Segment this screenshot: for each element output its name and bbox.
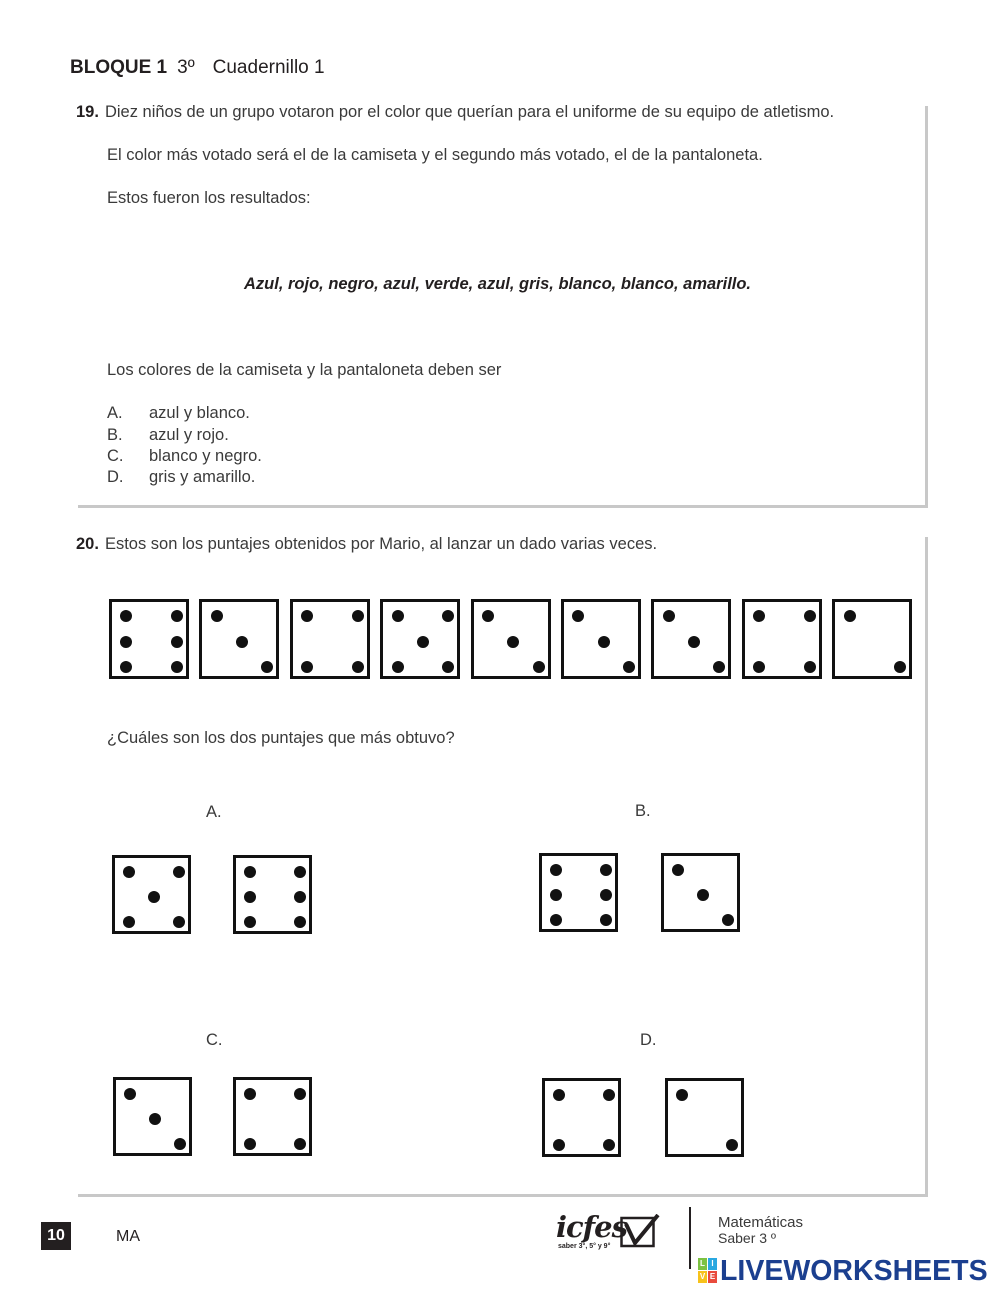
live-badge-block: E: [709, 1272, 716, 1281]
die-pip: [211, 610, 223, 622]
q20-option-b-label[interactable]: B.: [635, 802, 651, 820]
die-pip: [123, 916, 135, 928]
die-pip: [244, 866, 256, 878]
die-pip: [713, 661, 725, 673]
q19-right-border: [925, 106, 928, 508]
die-pip: [550, 914, 562, 926]
subject-level: Saber 3 º: [718, 1230, 777, 1246]
q20-option-c-label[interactable]: C.: [206, 1031, 223, 1049]
icfes-wordmark: icfes: [556, 1210, 627, 1244]
die-pip: [600, 914, 612, 926]
die-pip: [352, 661, 364, 673]
option-d-die-2: [665, 1078, 744, 1157]
q19-option-a[interactable]: A. azul y blanco.: [107, 404, 250, 422]
die-pip: [294, 1088, 306, 1100]
roll-die-2: [199, 599, 279, 679]
die-pip: [123, 866, 135, 878]
die-pip: [894, 661, 906, 673]
q20-bottom-border: [78, 1194, 928, 1197]
die-pip: [553, 1089, 565, 1101]
grade-label: 3º: [177, 57, 195, 78]
die-pip: [603, 1089, 615, 1101]
live-badge-block: I: [708, 1258, 717, 1270]
q20-option-d-label[interactable]: D.: [640, 1031, 657, 1049]
icfes-logo: [556, 1210, 666, 1258]
option-b-die-1: [539, 853, 618, 932]
die-pip: [507, 636, 519, 648]
roll-die-8: [742, 599, 822, 679]
die-pip: [623, 661, 635, 673]
die-pip: [244, 1138, 256, 1150]
q20-right-border: [925, 537, 928, 1197]
q20-option-a-label[interactable]: A.: [206, 803, 222, 821]
die-pip: [301, 610, 313, 622]
q19-option-b[interactable]: B. azul y rojo.: [107, 426, 229, 444]
die-pip: [697, 889, 709, 901]
die-pip: [294, 866, 306, 878]
die-pip: [676, 1089, 688, 1101]
option-a-die-1: [112, 855, 191, 934]
subject-name: Matemáticas: [718, 1214, 804, 1231]
live-badge-block: L: [698, 1258, 707, 1270]
die-pip: [149, 1113, 161, 1125]
die-pip: [120, 610, 132, 622]
q19-bottom-border: [78, 505, 928, 508]
subject-code: MA: [116, 1228, 140, 1245]
q19-text2: El color más votado será el de la camiseta y el segundo más votado, el de la pantaloneta.: [107, 146, 763, 164]
die-pip: [171, 610, 183, 622]
die-pip: [148, 891, 160, 903]
die-pip: [533, 661, 545, 673]
roll-die-9: [832, 599, 912, 679]
die-pip: [294, 916, 306, 928]
die-pip: [550, 864, 562, 876]
page-header: [70, 57, 325, 79]
q19-number: 19.: [76, 103, 99, 121]
q19-statement: [76, 103, 834, 122]
option-b-die-2: [661, 853, 740, 932]
q19-vote-data: Azul, rojo, negro, azul, verde, azul, gris, blanco, blanco, amarillo.: [244, 275, 752, 293]
die-pip: [392, 610, 404, 622]
roll-die-1: [109, 599, 189, 679]
live-badge-icon: [698, 1258, 718, 1284]
die-pip: [244, 916, 256, 928]
die-pip: [600, 889, 612, 901]
roll-die-7: [651, 599, 731, 679]
die-pip: [294, 891, 306, 903]
die-pip: [753, 661, 765, 673]
die-pip: [301, 661, 313, 673]
die-pip: [244, 1088, 256, 1100]
die-pip: [236, 636, 248, 648]
die-pip: [482, 610, 494, 622]
q19-option-c[interactable]: C. blanco y negro.: [107, 447, 262, 465]
option-c-die-1: [113, 1077, 192, 1156]
q19-text3: Estos fueron los resultados:: [107, 189, 311, 207]
die-pip: [603, 1139, 615, 1151]
option-c-die-2: [233, 1077, 312, 1156]
die-pip: [722, 914, 734, 926]
q19-prompt: Los colores de la camiseta y la pantaloneta deben ser: [107, 361, 502, 379]
die-pip: [753, 610, 765, 622]
watermark-text: LIVEWORKSHEETS: [720, 1255, 988, 1287]
die-pip: [804, 661, 816, 673]
die-pip: [174, 1138, 186, 1150]
q20-prompt: ¿Cuáles son los dos puntajes que más obtuvo?: [107, 729, 455, 747]
die-pip: [173, 916, 185, 928]
roll-die-4: [380, 599, 460, 679]
die-pip: [442, 661, 454, 673]
bloque-label: BLOQUE 1: [70, 57, 168, 78]
checkmark-icon: [620, 1214, 660, 1248]
cuadernillo-label: Cuadernillo 1: [212, 57, 325, 78]
live-badge-block: V: [699, 1272, 706, 1281]
die-pip: [844, 610, 856, 622]
die-pip: [261, 661, 273, 673]
q20-statement: [76, 535, 657, 554]
page-number: 10: [41, 1222, 71, 1250]
q19-text1: Diez niños de un grupo votaron por el color que querían para el uniforme de su equipo de atletismo.: [104, 103, 835, 121]
die-pip: [173, 866, 185, 878]
option-d-die-1: [542, 1078, 621, 1157]
roll-die-5: [471, 599, 551, 679]
die-pip: [550, 889, 562, 901]
die-pip: [294, 1138, 306, 1150]
die-pip: [663, 610, 675, 622]
die-pip: [352, 610, 364, 622]
die-pip: [171, 636, 183, 648]
die-pip: [672, 864, 684, 876]
die-pip: [726, 1139, 738, 1151]
die-pip: [171, 661, 183, 673]
die-pip: [417, 636, 429, 648]
die-pip: [572, 610, 584, 622]
die-pip: [804, 610, 816, 622]
footer-divider: [689, 1207, 691, 1269]
icfes-subtitle: saber 3°, 5° y 9°: [558, 1243, 611, 1250]
die-pip: [442, 610, 454, 622]
q20-text1: Estos son los puntajes obtenidos por Mario, al lanzar un dado varias veces.: [104, 535, 658, 553]
roll-die-6: [561, 599, 641, 679]
roll-die-3: [290, 599, 370, 679]
die-pip: [120, 661, 132, 673]
die-pip: [598, 636, 610, 648]
q20-number: 20.: [76, 535, 99, 553]
die-pip: [392, 661, 404, 673]
die-pip: [120, 636, 132, 648]
die-pip: [688, 636, 700, 648]
option-a-die-2: [233, 855, 312, 934]
die-pip: [244, 891, 256, 903]
die-pip: [553, 1139, 565, 1151]
q19-option-d[interactable]: D. gris y amarillo.: [107, 468, 256, 486]
die-pip: [600, 864, 612, 876]
die-pip: [124, 1088, 136, 1100]
